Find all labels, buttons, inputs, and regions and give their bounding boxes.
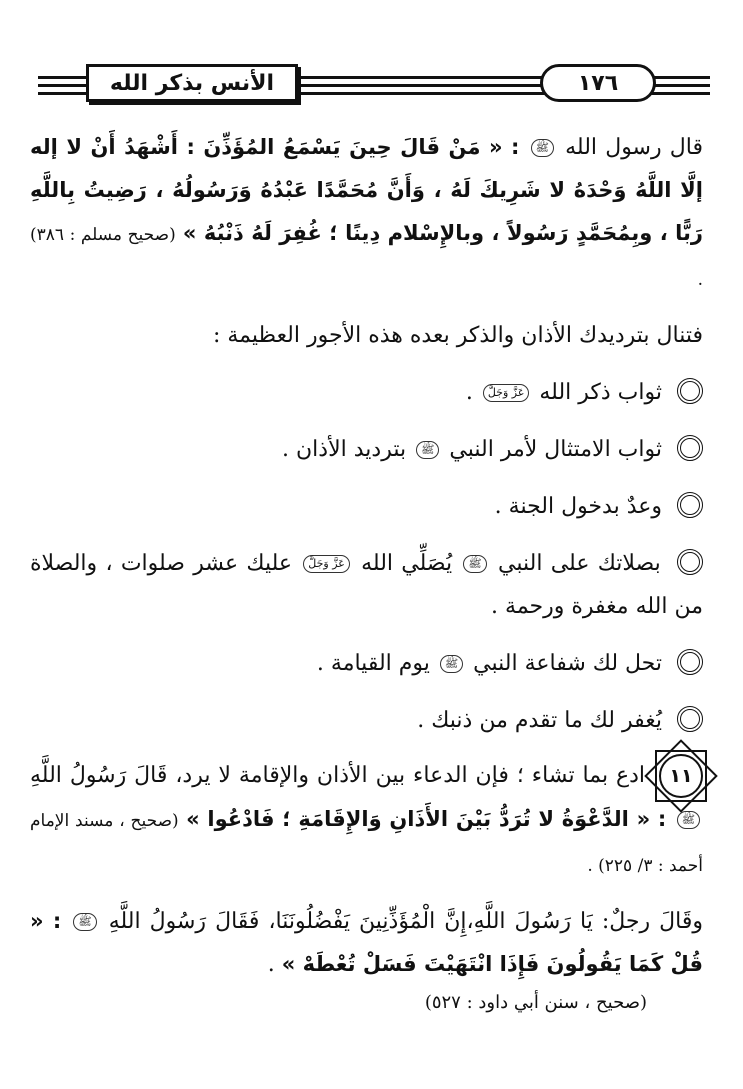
salutation-icon: ﷺ — [531, 139, 554, 157]
hadith-reference: (صحيح مسلم : ٣٨٦) . — [30, 225, 703, 290]
benefit-item — [30, 542, 703, 628]
honorific-icon: عَزَّ وَجَلَّ — [303, 555, 350, 573]
hadith-text: : « الدَّعْوَةُ لا تُرَدُّ بَيْنَ الأَذَانِ وَالإِقَامَةِ ؛ فَادْعُوا » — [186, 807, 667, 831]
benefit-item — [30, 428, 703, 471]
narration-lead: قال رسول الله — [565, 135, 704, 160]
salutation-icon: ﷺ — [73, 913, 96, 931]
hadith-paragraph-1 — [30, 126, 703, 302]
salutation-icon: ﷺ — [440, 655, 463, 673]
wreath-icon — [677, 435, 703, 461]
hadith-text: : « مَنْ قَالَ حِينَ يَسْمَعُ المُؤَذِّنَ : أَشْهَدُ أَنْ لا إله إلَّا اللَّهُ وَحْدَهُ لا شَرِيكَ لَهُ ، وَأَنَّ مُحَمَّدًا عَبْدُهُ وَرَسُولُهُ ، رَضِيتُ بِاللَّهِ رَبًّا ، وبِمُحَمَّدٍ رَسُولاً ، وبالإِسْلام دِينًا ؛ غُفِرَ لَهُ ذَنْبُهُ » — [30, 135, 703, 245]
salutation-icon: ﷺ — [677, 811, 700, 829]
wreath-icon — [677, 549, 703, 575]
intro-paragraph: فتنال بترديدك الأذان والذكر بعده هذه الأجور العظيمة : — [212, 323, 703, 348]
wreath-icon — [677, 378, 703, 404]
benefit-tail: . — [465, 380, 473, 405]
benefit-tail: يُصَلِّي الله — [361, 551, 453, 576]
benefit-text: تحل لك شفاعة النبي — [473, 651, 662, 676]
benefit-text: وعدٌ بدخول الجنة . — [494, 494, 662, 519]
benefit-item — [30, 699, 703, 742]
benefit-item — [30, 642, 703, 685]
benefit-tail: بترديد الأذان . — [282, 437, 407, 462]
book-title: الأنس بذكر الله — [86, 64, 298, 102]
honorific-icon: عَزَّ وَجَلَّ — [483, 384, 530, 402]
benefit-text: يُغفر لك ما تقدم من ذنبك . — [417, 708, 662, 733]
salutation-icon: ﷺ — [416, 441, 439, 459]
salutation-icon: ﷺ — [463, 555, 486, 573]
hadith-reference: (صحيح ، مسند الإمام أحمد : ٣/ ٢٢٥) . — [30, 811, 703, 876]
item-number-badge: ١١ — [659, 754, 703, 798]
hadith-paragraph-2 — [30, 754, 703, 888]
wreath-icon — [677, 649, 703, 675]
wreath-icon — [677, 492, 703, 518]
footer-reference: (صحيح ، سنن أبي داود : ٥٢٧) — [424, 992, 647, 1013]
hadith-paragraph-3 — [30, 900, 703, 986]
narration-lead: ادع بما تشاء ؛ فإن الدعاء بين الأذان والإقامة لا يرد، قَالَ رَسُولُ اللَّهِ — [30, 763, 646, 788]
benefit-text: ثواب ذكر الله — [539, 380, 662, 405]
hadith-text: : « قُلْ كَمَا يَقُولُونَ فَإِذَا انْتَهَيْتَ فَسَلْ تُعْطَهْ » — [30, 909, 703, 976]
benefit-tail: عليك عشر صلوات ، والصلاة من الله مغفرة ورحمة . — [30, 551, 703, 619]
benefit-text: بصلاتك على النبي — [498, 551, 661, 576]
benefit-item — [30, 371, 703, 414]
benefit-item — [30, 485, 703, 528]
hadith-tail: . — [267, 952, 275, 977]
wreath-icon — [677, 706, 703, 732]
page-content — [30, 126, 703, 986]
narration-lead: وقَالَ رجلٌ: يَا رَسُولَ اللَّهِ،إِنَّ الْمُؤَذِّنِينَ يَفْضُلُونَنَا، فَقَالَ رَسُولُ اللَّهِ — [108, 909, 704, 934]
benefit-text: ثواب الامتثال لأمر النبي — [449, 437, 662, 462]
page-header — [38, 62, 710, 108]
benefit-tail: يوم القيامة . — [316, 651, 430, 676]
page-number: ١٧٦ — [540, 64, 656, 102]
